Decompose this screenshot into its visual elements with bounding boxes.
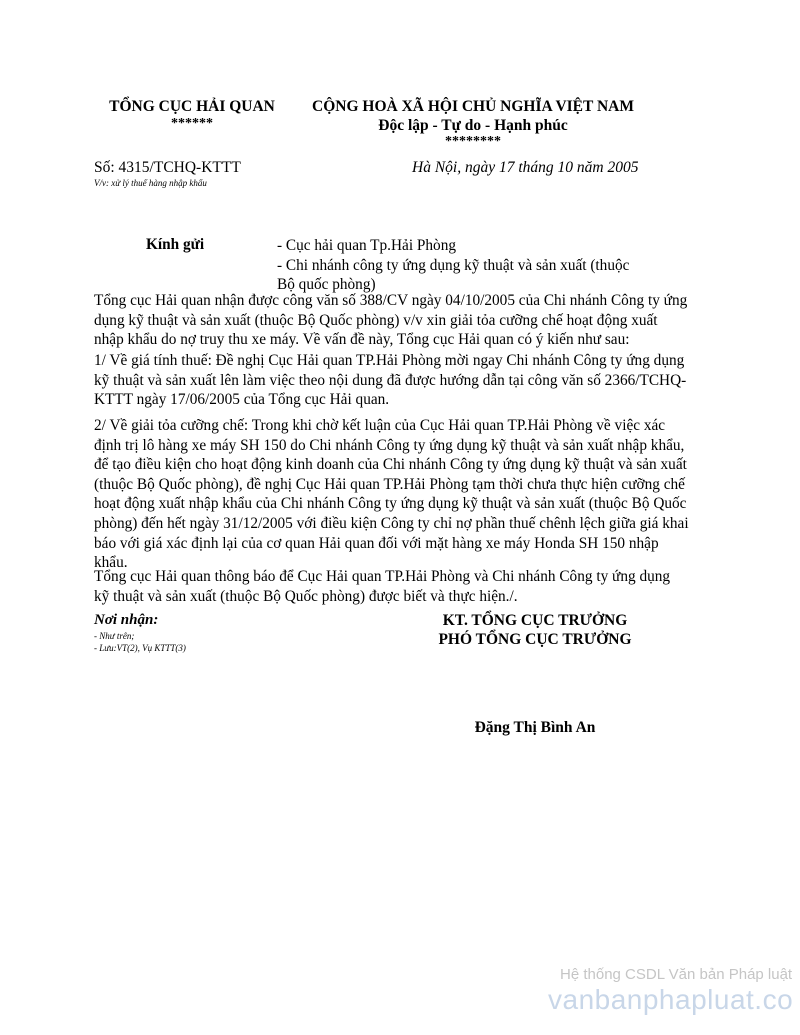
text-line: hoạt động xuất nhập khẩu của Chi nhánh Công ty ứng dụng kỹ thuật và sản xuất (thuộc Bộ Quốc [94, 495, 687, 513]
motto-stars: ******** [445, 134, 501, 149]
watermark-site: vanbanphapluat.co [548, 984, 794, 1015]
text-line: định trị lô hàng xe máy SH 150 do Chi nhánh Công ty ứng dụng kỹ thuật và sản xuất nhập khẩu, [94, 436, 685, 454]
text-line: 1/ Về giá tính thuế: Đề nghị Cục Hải quan TP.Hải Phòng mời ngay Chi nhánh Công ty ứng dụng [94, 352, 685, 369]
text-line: để tạo điều kiện cho hoạt động kinh doanh của Chi nhánh Công ty ứng dụng kỹ thuật và sản xuất [94, 456, 687, 474]
text-line: KTTT ngày 17/06/2005 của Tổng cục Hải quan. [94, 391, 390, 409]
text-line: phòng) đến hết ngày 31/12/2005 với điều kiện Công ty chỉ nợ phần thuế chênh lệch giữa giá khai [94, 514, 689, 532]
text-line: khẩu. [94, 554, 128, 572]
doc-subject: V/v: xử lý thuế hàng nhập khẩu [94, 178, 207, 188]
agency-name: TỔNG CỤC HẢI QUAN [109, 98, 275, 115]
text-line: báo với giá xác định lại của cơ quan Hải quan đối với mặt hàng xe máy Honda SH 150 nhập [94, 534, 659, 552]
paragraph-enforcement [94, 416, 706, 573]
paragraph-tax-price [94, 351, 706, 410]
doc-number: Số: 4315/TCHQ-KTTT [94, 159, 241, 176]
text-line: dụng kỹ thuật và sản xuất (thuộc Bộ Quốc phòng) v/v xin giải tỏa cưỡng chế hoạt động xuất [94, 311, 658, 329]
nation-title: CỘNG HOÀ XÃ HỘI CHỦ NGHĨA VIỆT NAM [312, 98, 634, 115]
recipients-label: Kính gửi [146, 236, 205, 253]
recipients-list [277, 236, 717, 295]
watermark-title: Hệ thống CSDL Văn bản Pháp luật [560, 966, 793, 983]
recipient-item: - Cục hải quan Tp.Hải Phòng [277, 237, 457, 254]
recipient-item: - Chi nhánh công ty ứng dụng kỹ thuật và sản xuất (thuộc [277, 256, 630, 274]
footer-recipients-list [94, 630, 186, 654]
text-line: kỹ thuật và sản xuất (thuộc Bộ Quốc phòng) được biết và thực hiện./. [94, 587, 518, 605]
footer-recipient-item: - Lưu:VT(2), Vụ KTTT(3) [94, 643, 186, 653]
signature-subtitle: PHÓ TỔNG CỤC TRƯỞNG [438, 631, 632, 648]
agency-stars: ****** [171, 116, 213, 131]
paragraph-closing [94, 567, 706, 606]
place-date: Hà Nội, ngày 17 tháng 10 năm 2005 [412, 159, 639, 176]
signature-title: KT. TỔNG CỤC TRƯỞNG [442, 612, 628, 629]
text-line: (thuộc Bộ Quốc phòng), đề nghị Cục Hải quan TP.Hải Phòng tạm thời chưa thực hiện cưỡng chế [94, 475, 685, 493]
text-line: Tổng cục Hải quan thông báo để Cục Hải quan TP.Hải Phòng và Chi nhánh Công ty ứng dụng [94, 568, 671, 585]
recipient-item: Bộ quốc phòng) [277, 276, 376, 294]
footer-recipients-label: Nơi nhận: [94, 612, 159, 628]
text-line: kỹ thuật và sản xuất lên làm việc theo nội dung đã được hướng dẫn tại công văn số 2366/TCHQ- [94, 371, 687, 389]
paragraph-intro [94, 291, 706, 350]
text-line: nhập khẩu do nợ truy thu xe máy. Về vấn đề này, Tổng cục Hải quan có ý kiến như sau: [94, 331, 630, 349]
text-line: 2/ Về giải tỏa cưỡng chế: Trong khi chờ kết luận của Cục Hải quan TP.Hải Phòng về việc xác [94, 417, 666, 434]
motto: Độc lập - Tự do - Hạnh phúc [378, 117, 568, 134]
text-line: Tổng cục Hải quan nhận được công văn số 388/CV ngày 04/10/2005 của Chi nhánh Công ty ứng [94, 292, 688, 309]
signer-name: Đặng Thị Bình An [474, 719, 596, 736]
footer-recipient-item: - Như trên; [94, 631, 135, 641]
